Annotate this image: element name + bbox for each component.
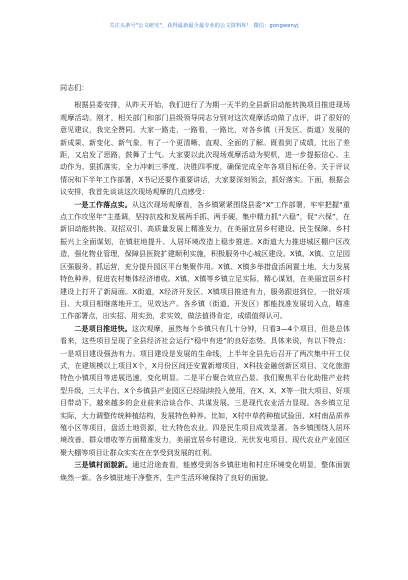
point-heading: 一是工作落点实。 bbox=[74, 199, 132, 209]
paragraph-point-3 bbox=[60, 459, 350, 484]
header-banner[interactable]: 关注头条号"公文研究"，获得最新最全最专业的公文资料库！ 微信：gongwenyj bbox=[109, 23, 299, 29]
paragraph-point-1 bbox=[60, 199, 350, 323]
paragraph-text: 通过沿途查看，能感受到各乡镇驻地和村庄环境变化明显，整体面貌焕然一新。各乡镇驻地干净整齐，生产生活环境保持了良好的面貌。 bbox=[60, 460, 351, 482]
paragraph-text: 这次观摩，虽然每个乡镇只有几十分钟，只看3—4个项目，但是总体看来，这些项目呈现了全县经济社会运行“稳中有进”的良好态势。具体来说，有以下特点：一是项目建设强劲有力。项目建设是发展的生命线，上半年全县先后召开了两次集中开工仪式，在建规模以上项目X个，X月份区间还安置新增项目，X科技金融创新区项目、文化旅游特色小镇项目等进展迅速，变化明显。二是平台聚合效应凸显。我们聚焦平台化助推产业转型升级，三大平台、X个乡镇县产业园区已经陆续投入使用，在X、X、X等一批大项目、好项目带动下，越来越多的企业前来洽谈合作、共谋发展。三是现代农业活力显现。各乡镇立足实际，大力调整传统种植结构，发展特色种养。比如，X村中草药种植试验田、X村南品质养殖小区等项目，盘活土地资源，壮大特色农业。四是民生项目成效显著。各乡镇围绕人居环境改善、群众增收等方面精准发力，美丽宜居乡村建设、光伏发电项目、现代农业产业园区聚大棚等项目让群众实实在在享受到发展的红利。 bbox=[60, 323, 351, 457]
point-heading: 三是镇村面貌新。 bbox=[74, 460, 133, 470]
paragraph-point-2 bbox=[60, 323, 350, 459]
salutation: 同志们： bbox=[60, 83, 89, 92]
point-heading: 二是项目推进快。 bbox=[74, 323, 132, 333]
paragraph-text: 从这次现场观摩看，各乡镇紧紧围绕县委“X”工作部署，牢牢把握“重点工作攻坚年”主基调，坚持抗疫和发展两手抓、两手硬，集中精力抓“六稳”，促“六保”，在新旧动能转换、双招双引、高质量发展上精准发力，在美丽宜居乡村建设、民生保障、乡村振兴上全面谋划，在镇驻地提升、人居环境改造上稳步推进。X街道大力推进城区棚户区改造，强化物业管理，保障县医院扩建顺利实施，积极服务中心城区建设。X镇、X镇、立足园区强服务、抓运营，充分提升园区平台集聚作用。X镇、X镇多举措盘活闲置土地，大力发展特色种养，促进农村集体经济增收。X镇、X镇等乡镇立足实际，精心谋划，在美丽宜居乡村建设上打开了新局面。X街道，X经济开发区、X镇项目推进有力，服务跟进到位，一批好项目、大项目相继落地开工，见效达产。各乡镇（街道、开发区）都能找准发展切入点，瞄准工作部署点，出实招、用实劲，求实效，做法值得肯定，成绩值得认可。 bbox=[60, 199, 350, 321]
paragraph-intro bbox=[60, 99, 350, 198]
document-body bbox=[60, 82, 350, 484]
paragraph-text: 根据县委安排，从昨天开始，我们进行了为期一天半的全县新旧动能转换项目推进现场观摩活动。刚才，相关部门和部门县级领导同志分别对这次观摩活动做了点评，讲了很好的意见建议，我完全赞同。大家一路走，一路看，一路比，对各乡镇（开发区、街道）发展的新成果、新变化、新气象，有了一个更清晰、直观、全面的了解。既看到了成绩，比出了差距，又启发了思路，鼓舞了士气。大家要以此次现场观摩活动为契机，进一步提振信心、主动作为、狠抓落实，全力冲刺三季度、决胜四季度，确保完成全年各项目标任务。关于评议情况和下半年工作部署，X书记还要作重要讲话，大家要深刻领会，抓好落实。下面，根据会议安排，我首先谈谈这次现场观摩的几点感受： bbox=[60, 100, 350, 197]
